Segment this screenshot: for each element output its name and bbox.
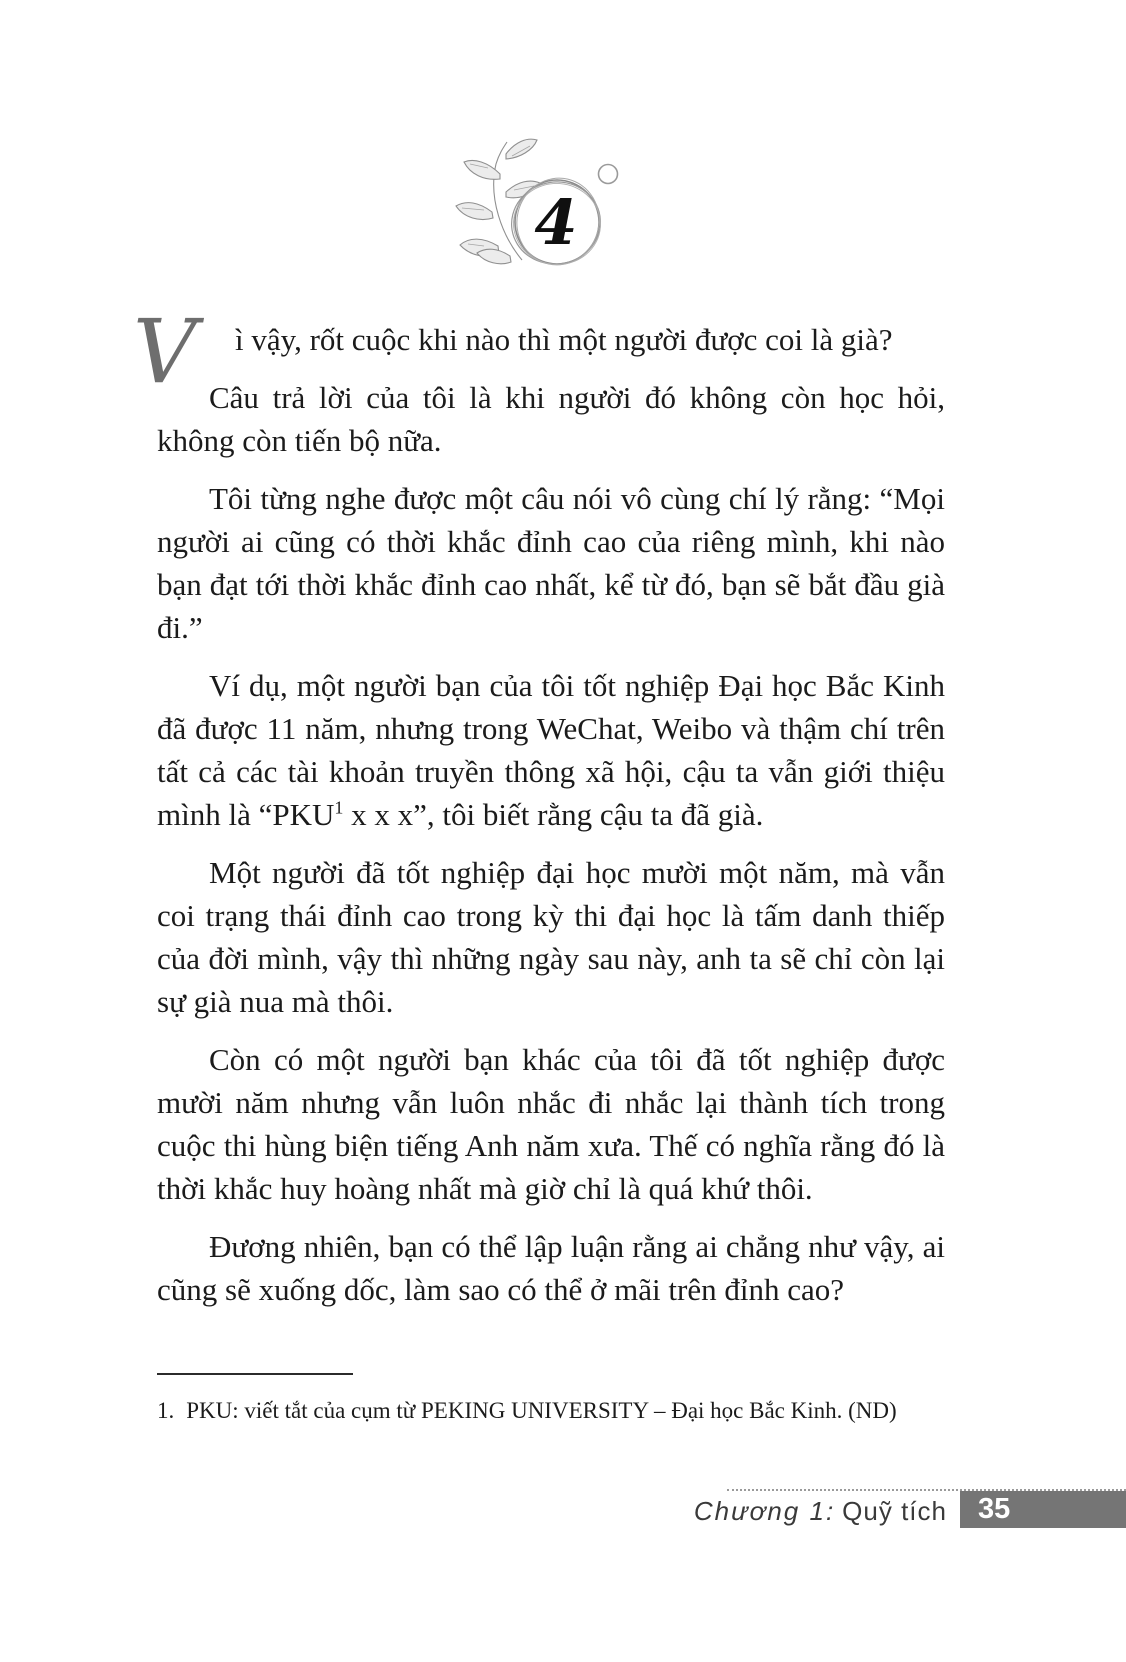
paragraph: Tôi từng nghe được một câu nói vô cùng chí lý rằng: “Mọi người ai cũng có thời khắc đỉnh cao của riêng mình, khi nào bạn đạt tới thời khắc đỉnh cao nhất, kể từ đó, bạn sẽ bắt đầu già đi.” (157, 481, 945, 645)
chapter-ornament-drawing (422, 134, 672, 279)
paragraph-text: ì vậy, rốt cuộc khi nào thì một người được coi là già? (235, 322, 893, 357)
paragraph: Câu trả lời của tôi là khi người đó không còn học hỏi, không còn tiến bộ nữa. (157, 380, 945, 458)
footnote-text (157, 1396, 947, 1426)
paragraph-text: Ví dụ, một người bạn của tôi tốt nghiệp Đại học Bắc Kinh đã được 11 năm, nhưng trong WeChat, Weibo và thậm chí trên tất cả các tài khoản truyền thông xã hội, cậu ta vẫn giới thiệu mình là “PKU (157, 668, 945, 832)
footnote-marker: 1. (157, 1398, 175, 1423)
chapter-label: Chương 1: (693, 1496, 836, 1526)
drop-cap-letter: V (133, 300, 197, 403)
footnote-body: PKU: viết tắt của cụm từ PEKING UNIVERSITY – Đại học Bắc Kinh. (ND) (186, 1398, 897, 1423)
running-head (660, 1496, 947, 1527)
paragraph: Một người đã tốt nghiệp đại học mười một năm, mà vẫn coi trạng thái đỉnh cao trong kỳ thi đại học là tấm danh thiếp của đời mình, vậy thì những ngày sau này, anh ta sẽ chỉ còn lại sự già nua mà thôi. (157, 855, 945, 1019)
page-number: 35 (978, 1493, 1011, 1525)
dot-circle-icon (599, 165, 618, 184)
footnote-reference: 1 (334, 797, 344, 818)
footnote-divider (157, 1373, 353, 1375)
chapter-ornament (422, 134, 672, 279)
paragraph: Còn có một người bạn khác của tôi đã tốt nghiệp được mười năm nhưng vẫn luôn nhắc đi nhắc lại thành tích trong cuộc thi hùng biện tiếng Anh năm xưa. Thế có nghĩa rằng đó là thời khắc huy hoàng nhất mà giờ chỉ là quá khứ thôi. (157, 1042, 945, 1206)
footnote (157, 1373, 947, 1426)
page-number-box (960, 1491, 1126, 1528)
chapter-number: 4 (534, 186, 578, 259)
body-text (133, 300, 945, 1326)
chapter-title: Quỹ tích (842, 1496, 947, 1526)
paragraph-text: x x x”, tôi biết rằng cậu ta đã già. (343, 797, 764, 832)
paragraph (157, 664, 945, 836)
paragraph: Đương nhiên, bạn có thể lập luận rằng ai chẳng như vậy, ai cũng sẽ xuống dốc, làm sao có thể ở mãi trên đỉnh cao? (157, 1229, 945, 1307)
paragraph (133, 300, 945, 403)
